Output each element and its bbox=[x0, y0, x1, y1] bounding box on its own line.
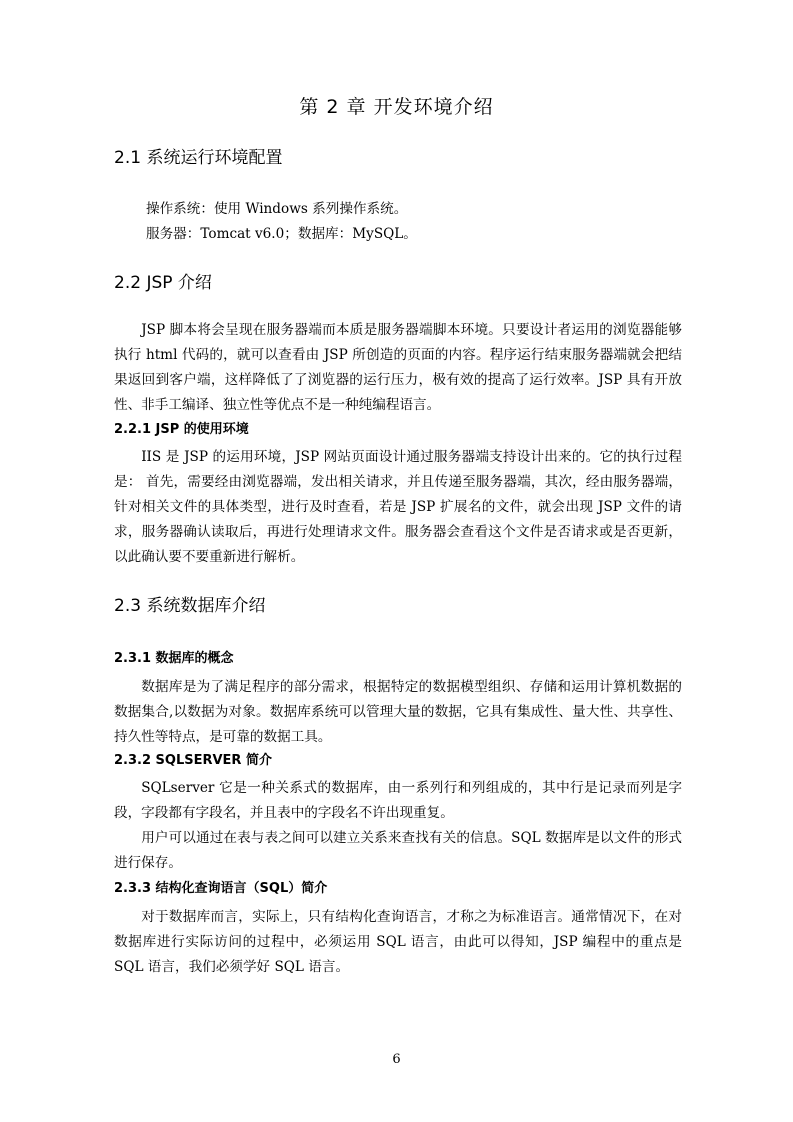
page-number: 6 bbox=[392, 1052, 401, 1067]
jsp-intro-paragraph: JSP 脚本将会呈现在服务器端而本质是服务器端脚本环境。只要设计者运用的浏览器能够执行 html 代码的，就可以查看由 JSP 所创造的页面的内容。程序运行结束服务器端就会把结果返回到客户端，这样降低了了浏览器的运行压力，极有效的提高了运行效率。JSP 具有开放性、非手工编译、独立性等优点不是一种纯编程语言。 bbox=[114, 322, 682, 413]
section-2-2-1-heading: 2.2.1 JSP 的使用环境 bbox=[114, 422, 249, 437]
jsp-environment-paragraph: IIS 是 JSP 的运用环境，JSP 网站页面设计通过服务器端支持设计出来的。它的执行过程是： 首先，需要经由浏览器端，发出相关请求，并且传递至服务器端，其次，经由服务器端，针对相关文件的具体类型，进行及时查看，若是 JSP 扩展名的文件，就会出现 JSP 文件的请求，服务器确认读取后，再进行处理请求文件。服务器会查看这个文件是否请求或是否更新，以此确认要不要重新进行解析。 bbox=[114, 449, 682, 565]
sqlserver-paragraph-1: SQLserver 它是一种关系式的数据库，由一系列行和列组成的，其中行是记录而列是字段，字段都有字段名，并且表中的字段名不许出现重复。 bbox=[114, 780, 682, 821]
section-2-3-1-heading: 2.3.1 数据库的概念 bbox=[114, 651, 234, 666]
server-line: 服务器：Tomcat v6.0；数据库：MySQL。 bbox=[146, 226, 417, 242]
database-concept-paragraph: 数据库是为了满足程序的部分需求，根据特定的数据模型组织、存储和运用计算机数据的数据集合,以数据为对象。数据库系统可以管理大量的数据，它具有集成性、量大性、共享性、持久性等特点，是可靠的数据工具。 bbox=[114, 679, 682, 745]
section-2-3-3-heading: 2.3.3 结构化查询语言（SQL）简介 bbox=[114, 881, 328, 896]
section-2-3-heading: 2.3 系统数据库介绍 bbox=[114, 596, 266, 616]
os-line: 操作系统：使用 Windows 系列操作系统。 bbox=[146, 201, 408, 217]
section-2-3-2-heading: 2.3.2 SQLSERVER 简介 bbox=[114, 753, 272, 768]
section-2-2-heading: 2.2 JSP 介绍 bbox=[114, 273, 212, 293]
chapter-title: 第 2 章 开发环境介绍 bbox=[299, 96, 494, 118]
sql-intro-paragraph: 对于数据库而言，实际上，只有结构化查询语言，才称之为标准语言。通常情况下，在对数据库进行实际访问的过程中，必须运用 SQL 语言，由此可以得知，JSP 编程中的重点是 SQL 语言，我们必须学好 SQL 语言。 bbox=[114, 909, 682, 975]
section-2-1-heading: 2.1 系统运行环境配置 bbox=[114, 148, 283, 168]
sqlserver-paragraph-2: 用户可以通过在表与表之间可以建立关系来查找有关的信息。SQL 数据库是以文件的形式进行保存。 bbox=[114, 830, 682, 871]
